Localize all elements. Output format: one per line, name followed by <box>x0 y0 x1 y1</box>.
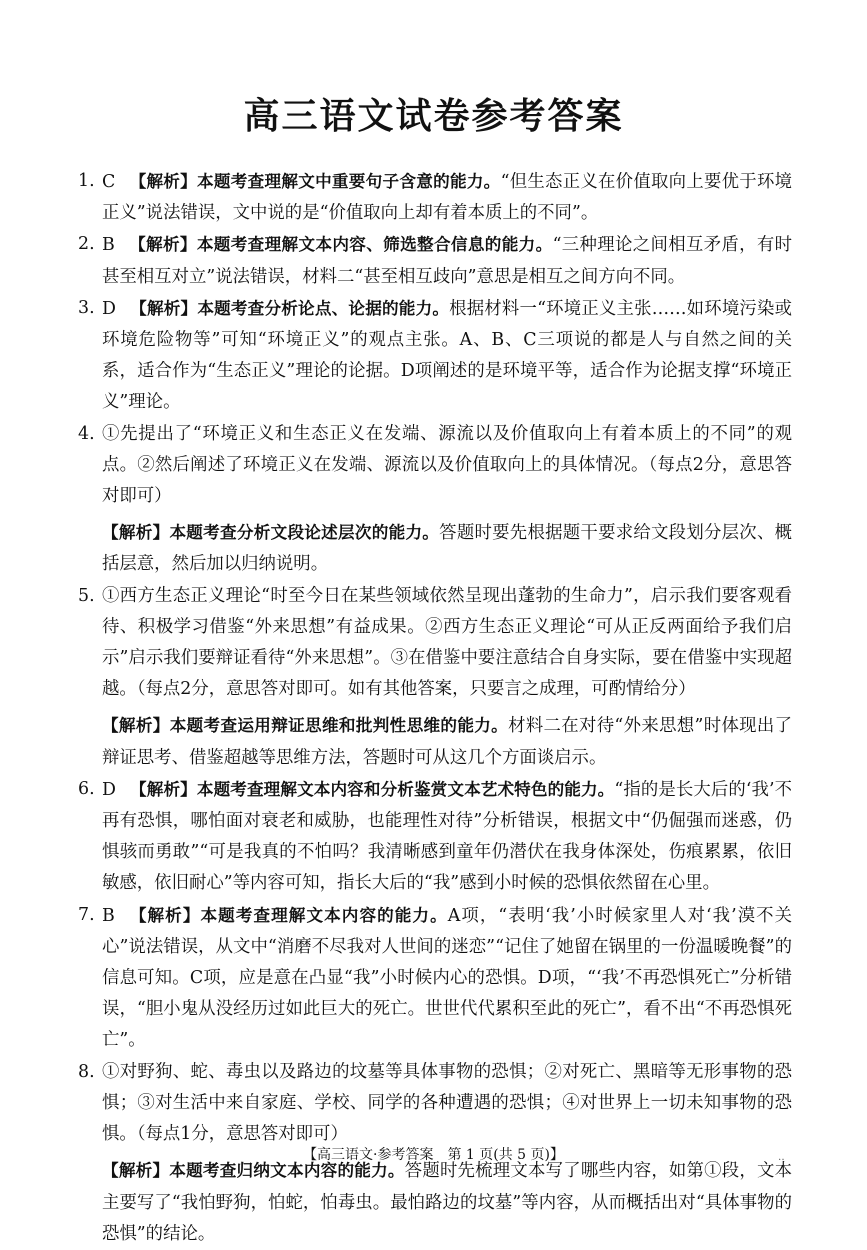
analysis-label: 【解析】 <box>129 779 197 799</box>
analysis-lead: 本题考查分析文段论述层次的能力。 <box>169 523 440 543</box>
answer-choice: D <box>102 298 116 319</box>
answer-choice: C <box>102 172 116 192</box>
item-number: 4. <box>78 423 95 444</box>
analysis-paragraph <box>102 710 792 773</box>
answer-item-1 <box>78 166 792 229</box>
answer-choice: B <box>102 905 115 926</box>
analysis-text: “但生态正义在价值取向上要优于环境正义”说法错误，文中说的是“价值取向上却有着本质上的不同”。 <box>102 172 792 224</box>
analysis-lead: 本题考查理解文本内容、筛选整合信息的能力。 <box>196 235 553 255</box>
answer-item-4 <box>78 419 792 581</box>
page-title: 高三语文试卷参考答案 <box>243 96 624 137</box>
analysis-lead: 本题考查分析论点、论据的能力。 <box>197 298 450 318</box>
analysis-text: 材料二在对待“外来思想”时体现出了辩证思考、借鉴超越等思维方法，答题时可从这几个方面谈启示。 <box>102 716 792 768</box>
analysis-lead: 本题考查理解文本内容和分析鉴赏文本艺术特色的能力。 <box>196 779 615 799</box>
answer-text: ①对野狗、蛇、毒虫以及路边的坟墓等具体事物的恐惧；②对死亡、黑暗等无形事物的恐惧；③对生活中来自家庭、学校、同学的各种遭遇的恐惧；④对世界上一切未知事物的恐惧。（每点1分，意思答对即可） <box>102 1061 792 1145</box>
item-number: 5. <box>78 585 95 606</box>
answer-choice: D <box>102 779 116 800</box>
analysis-label: 【解析】 <box>102 716 170 736</box>
page-footer: 【高三语文·参考答案 第 1 页(共 5 页)】 <box>303 1147 564 1163</box>
item-number: 8. <box>78 1061 95 1082</box>
analysis-paragraph <box>102 1155 792 1250</box>
answer-item-5 <box>78 581 792 774</box>
analysis-text: 答题时要先根据题干要求给文段划分层次、概括层意，然后加以归纳说明。 <box>102 523 793 575</box>
analysis-lead: 本题考查理解文本内容的能力。 <box>200 905 448 925</box>
item-number: 3. <box>78 297 95 318</box>
scan-mark: ‥ <box>778 1152 785 1163</box>
answer-text: ①先提出了“环境正义和生态正义在发端、源流以及价值取向上有着本质上的不同”的观点。②然后阐述了环境正义在发端、源流以及价值取向上的具体情况。（每点2分，意思答对即可） <box>102 423 792 507</box>
analysis-label: 【解析】 <box>129 172 198 191</box>
analysis-text: 答题时先梳理文本写了哪些内容，如第①段，文本主要写了“我怕野狗，怕蛇，怕毒虫。最怕路边的坟墓”等内容，从而概括出对“具体事物的恐惧”的结论。 <box>102 1161 793 1244</box>
analysis-label: 【解析】 <box>102 523 170 543</box>
answer-item-3 <box>78 293 792 419</box>
answer-item-7 <box>78 900 792 1057</box>
answer-choice: B <box>102 235 115 256</box>
analysis-lead: 本题考查理解文中重要句子含意的能力。 <box>197 172 501 191</box>
analysis-text: 根据材料一“环境正义主张……如环境污染或环境危险物等”可知“环境正义”的观点主张。A、B、C三项说的都是人与自然之间的关系，适合作为“生态正义”理论的论据。D项阐述的是环境平等，适合作为论据支撑“环境正义”理论。 <box>102 298 792 413</box>
answer-item-6 <box>78 774 792 900</box>
analysis-label: 【解析】 <box>129 298 198 318</box>
analysis-text: A项，“表明‘我’小时候家里人对‘我’漠不关心”说法错误，从文中“消磨不尽我对人世间的迷恋”“记住了她留在锅里的一份温暖晚餐”的信息可知。C项，应是意在凸显“我”小时候内心的恐惧。D项，“‘我’不再恐惧死亡”分析错误，“胆小鬼从没经历过如此巨大的死亡。世世代代累积至此的死亡”，看不出“不再恐惧死亡”。 <box>102 905 792 1051</box>
analysis-lead: 本题考查运用辩证思维和批判性思维的能力。 <box>169 716 509 736</box>
analysis-label: 【解析】 <box>128 905 201 925</box>
answer-item-2 <box>78 229 792 292</box>
answer-list <box>78 166 792 1250</box>
analysis-lead: 本题考查归纳文本内容的能力。 <box>169 1161 405 1181</box>
item-number: 2. <box>78 234 95 255</box>
item-number: 1. <box>78 171 95 191</box>
analysis-label: 【解析】 <box>128 235 197 255</box>
analysis-label: 【解析】 <box>102 1161 170 1181</box>
item-number: 6. <box>78 778 95 799</box>
item-number: 7. <box>78 904 95 925</box>
analysis-text: “三种理论之间相互矛盾，有时甚至相互对立”说法错误，材料二“甚至相互歧向”意思是相互之间方向不同。 <box>102 235 792 287</box>
answer-text: ①西方生态正义理论“时至今日在某些领域依然呈现出蓬勃的生命力”，启示我们要客观看待、积极学习借鉴“外来思想”有益成果。②西方生态正义理论“可从正反两面给予我们启示”启示我们要辩证看待“外来思想”。③在借鉴中要注意结合自身实际，要在借鉴中实现超越。（每点2分，意思答对即可。如有其他答案，只要言之成理，可酌情给分） <box>102 585 792 700</box>
analysis-text: “指的是长大后的‘我’不再有恐惧，哪怕面对衰老和威胁，也能理性对待”分析错误，根据文中“仍倔强而迷惑，仍惧骇而勇敢”“可是我真的不怕吗？我清晰感到童年仍潜伏在我身体深处，伤痕累累，依旧敏感，依旧耐心”等内容可知，指长大后的“我”感到小时候的恐惧依然留在心里。 <box>102 779 793 894</box>
analysis-paragraph <box>102 517 792 580</box>
